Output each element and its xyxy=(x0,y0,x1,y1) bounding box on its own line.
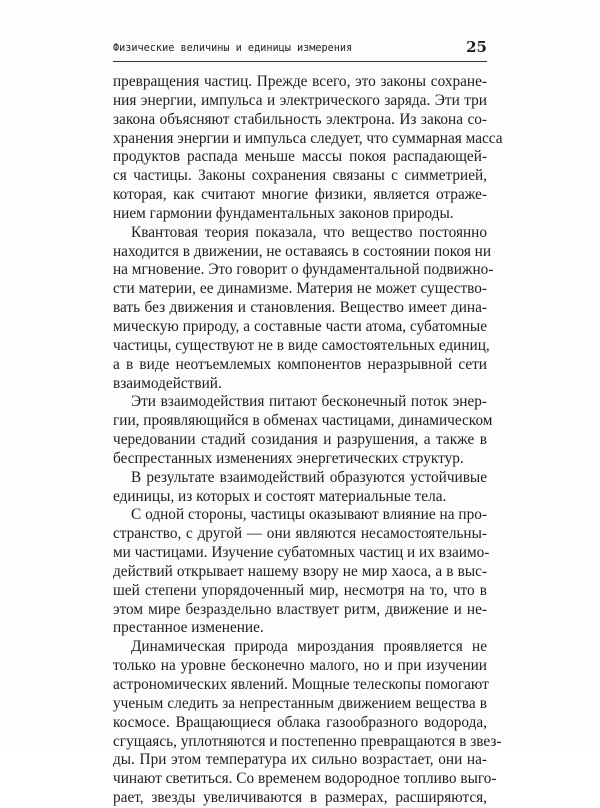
text-line: престанное изменение. xyxy=(113,619,264,637)
text-line: рает, звезды увеличиваются в размерах, расширяются, xyxy=(113,789,487,807)
text-line: астрономических явлений. Мощные телескопы помогают xyxy=(113,676,489,693)
text-line: ды. При этом температура их сильно возрастает, они на- xyxy=(113,751,487,769)
text-line: В результате взаимодействий образуются устойчивые xyxy=(131,468,487,486)
text-line: ния энергии, импульса и электрического заряда. Эти три xyxy=(113,91,487,109)
text-line: превращения частиц. Прежде всего, это законы сохране- xyxy=(113,73,487,90)
text-line: сгущаясь, уплотняются и постепенно превращаются в звез- xyxy=(113,732,502,750)
text-line: взаимодействий. xyxy=(113,374,222,392)
text-line: ми частицами. Изучение субатомных частиц и их взаимо- xyxy=(113,544,490,562)
text-line: действий открывает нашему взору не мир хаоса, а в выс- xyxy=(113,562,487,580)
text-line: Динамическая природа мироздания проявляется не xyxy=(131,638,487,656)
text-line: космосе. Вращающиеся облака газообразного водорода, xyxy=(113,713,487,731)
text-line: Эти взаимодействия питают бесконечный поток энер- xyxy=(131,393,487,411)
text-line: а в виде неотъемлемых компонентов неразрывной сети xyxy=(113,355,487,373)
text-line: гии, проявляющийся в обменах частицами, динамическом xyxy=(113,412,493,430)
text-line: чередовании стадий созидания и разрушения, а также в xyxy=(113,431,487,449)
text-line: сти материи, ее динамизме. Материя не может существо- xyxy=(113,280,487,298)
text-line: продуктов распада меньше массы покоя распадающей- xyxy=(113,148,487,166)
text-line: шей степени упорядоченный мир, несмотря на то, что в xyxy=(113,581,487,599)
text-line: частицы, существуют не в виде самостоятельных единиц, xyxy=(113,336,490,354)
running-header xyxy=(113,38,487,58)
text-line: чинают светиться. Со временем водородное топливо выго- xyxy=(113,770,497,788)
running-title: Физические величины и единицы измерения xyxy=(113,43,353,54)
text-line: этом мире безраздельно властвует ритм, движение и не- xyxy=(113,600,487,618)
header-rule xyxy=(113,61,487,62)
page-number: 25 xyxy=(466,38,487,56)
text-line: которая, как считают многие физики, является отраже- xyxy=(113,186,487,204)
text-line: странство, с другой — они являются несамостоятельны- xyxy=(113,525,487,543)
text-line: ученым следить за непрестанным движением вещества в xyxy=(113,694,487,712)
text-line: мическую природу, а составные части атома, субатомные xyxy=(113,317,487,335)
body-text xyxy=(113,73,503,808)
text-line: хранения энергии и импульса следует, что суммарная масса xyxy=(113,129,503,147)
text-line: единицы, из которых и состоят материальные тела. xyxy=(113,487,447,505)
text-line: закона объясняют стабильность электрона. Из закона со- xyxy=(113,110,487,128)
text-line: ся частицы. Законы сохранения связаны с симметрией, xyxy=(113,167,487,185)
text-line: С одной стороны, частицы оказывают влияние на про- xyxy=(131,506,487,524)
text-line: вать без движения и становления. Вещество имеет дина- xyxy=(113,299,487,317)
text-line: нием гармонии фундаментальных законов природы. xyxy=(113,204,454,222)
text-line: находится в движении, не оставаясь в состоянии покоя ни xyxy=(113,242,492,260)
text-line: беспрестанных изменениях энергетических структур. xyxy=(113,449,464,467)
text-line: Квантовая теория показала, что вещество постоянно xyxy=(131,223,487,241)
text-line: на мгновение. Это говорит о фундаментальной подвижно- xyxy=(113,261,494,279)
text-line: только на уровне бесконечно малого, но и при изучении xyxy=(113,657,487,675)
